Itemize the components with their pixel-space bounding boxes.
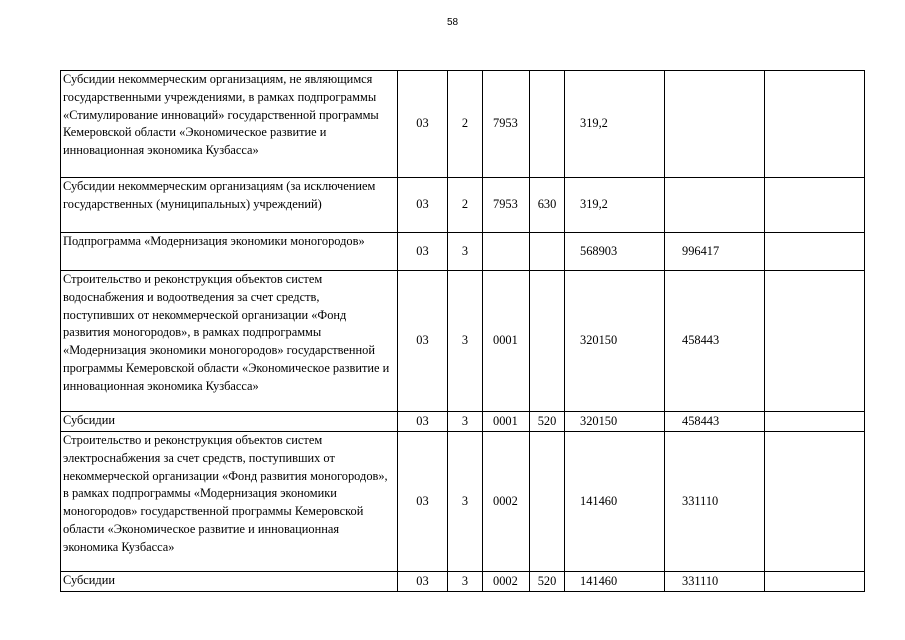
table-row	[61, 71, 865, 178]
table-row	[61, 572, 865, 592]
amount-cell-1: 141460	[565, 432, 665, 572]
amount-cell-1: 141460	[565, 572, 665, 592]
amount-cell-2: 331110	[665, 572, 765, 592]
row-name-cell: Строительство и реконструкция объектов систем водоснабжения и водоотведения за счет средств, поступивших от некоммерческой организации «Фонд развития моногородов», в рамках подпрограммы «Модернизация экономики моногородов» государственной программы Кемеровской области «Экономическое развитие и инновационная экономика Кузбасса»	[61, 271, 398, 412]
subsection-cell: 3	[448, 432, 483, 572]
row-name-cell: Субсидии некоммерческим организациям, не являющимся государственными учреждениями, в рамках подпрограммы «Стимулирование инноваций» государственной программы Кемеровской области «Экономическое развитие и инновационная экономика Кузбасса»	[61, 71, 398, 178]
amount-cell-2: 996417	[665, 233, 765, 271]
amount-cell-3	[765, 71, 865, 178]
amount-cell-2: 458443	[665, 271, 765, 412]
row-name-cell: Субсидии	[61, 412, 398, 432]
target-code-cell: 7953	[483, 71, 530, 178]
section-cell: 03	[398, 71, 448, 178]
target-code-cell: 0002	[483, 432, 530, 572]
amount-cell-2	[665, 71, 765, 178]
amount-cell-3	[765, 412, 865, 432]
budget-table	[60, 70, 865, 592]
amount-cell-3	[765, 233, 865, 271]
table-row	[61, 178, 865, 233]
target-code-cell: 0001	[483, 271, 530, 412]
table-row	[61, 412, 865, 432]
target-code-cell: 7953	[483, 178, 530, 233]
section-cell: 03	[398, 178, 448, 233]
subsection-cell: 2	[448, 178, 483, 233]
amount-cell-1: 319,2	[565, 178, 665, 233]
expense-type-cell: 630	[530, 178, 565, 233]
expense-type-cell	[530, 271, 565, 412]
section-cell: 03	[398, 233, 448, 271]
subsection-cell: 3	[448, 233, 483, 271]
row-name-cell: Субсидии	[61, 572, 398, 592]
section-cell: 03	[398, 271, 448, 412]
section-cell: 03	[398, 572, 448, 592]
amount-cell-1: 319,2	[565, 71, 665, 178]
section-cell: 03	[398, 412, 448, 432]
amount-cell-2: 331110	[665, 432, 765, 572]
row-name-cell: Субсидии некоммерческим организациям (за исключением государственных (муниципальных) учреждений)	[61, 178, 398, 233]
expense-type-cell: 520	[530, 412, 565, 432]
page-number: 58	[446, 17, 459, 28]
section-cell: 03	[398, 432, 448, 572]
table-row	[61, 233, 865, 271]
target-code-cell: 0002	[483, 572, 530, 592]
row-name-cell: Подпрограмма «Модернизация экономики моногородов»	[61, 233, 398, 271]
amount-cell-2: 458443	[665, 412, 765, 432]
amount-cell-3	[765, 432, 865, 572]
amount-cell-1: 568903	[565, 233, 665, 271]
amount-cell-1: 320150	[565, 412, 665, 432]
amount-cell-2	[665, 178, 765, 233]
subsection-cell: 3	[448, 271, 483, 412]
subsection-cell: 3	[448, 412, 483, 432]
amount-cell-3	[765, 271, 865, 412]
subsection-cell: 2	[448, 71, 483, 178]
expense-type-cell	[530, 233, 565, 271]
subsection-cell: 3	[448, 572, 483, 592]
amount-cell-1: 320150	[565, 271, 665, 412]
expense-type-cell: 520	[530, 572, 565, 592]
table-row	[61, 432, 865, 572]
target-code-cell: 0001	[483, 412, 530, 432]
expense-type-cell	[530, 71, 565, 178]
row-name-cell: Строительство и реконструкция объектов систем электроснабжения за счет средств, поступивших от некоммерческой организации «Фонд развития моногородов», в рамках подпрограммы «Модернизация экономики моногородов» государственной программы Кемеровской области «Экономическое развитие и инновационная экономика Кузбасса»	[61, 432, 398, 572]
expense-type-cell	[530, 432, 565, 572]
amount-cell-3	[765, 178, 865, 233]
amount-cell-3	[765, 572, 865, 592]
table-row	[61, 271, 865, 412]
target-code-cell	[483, 233, 530, 271]
